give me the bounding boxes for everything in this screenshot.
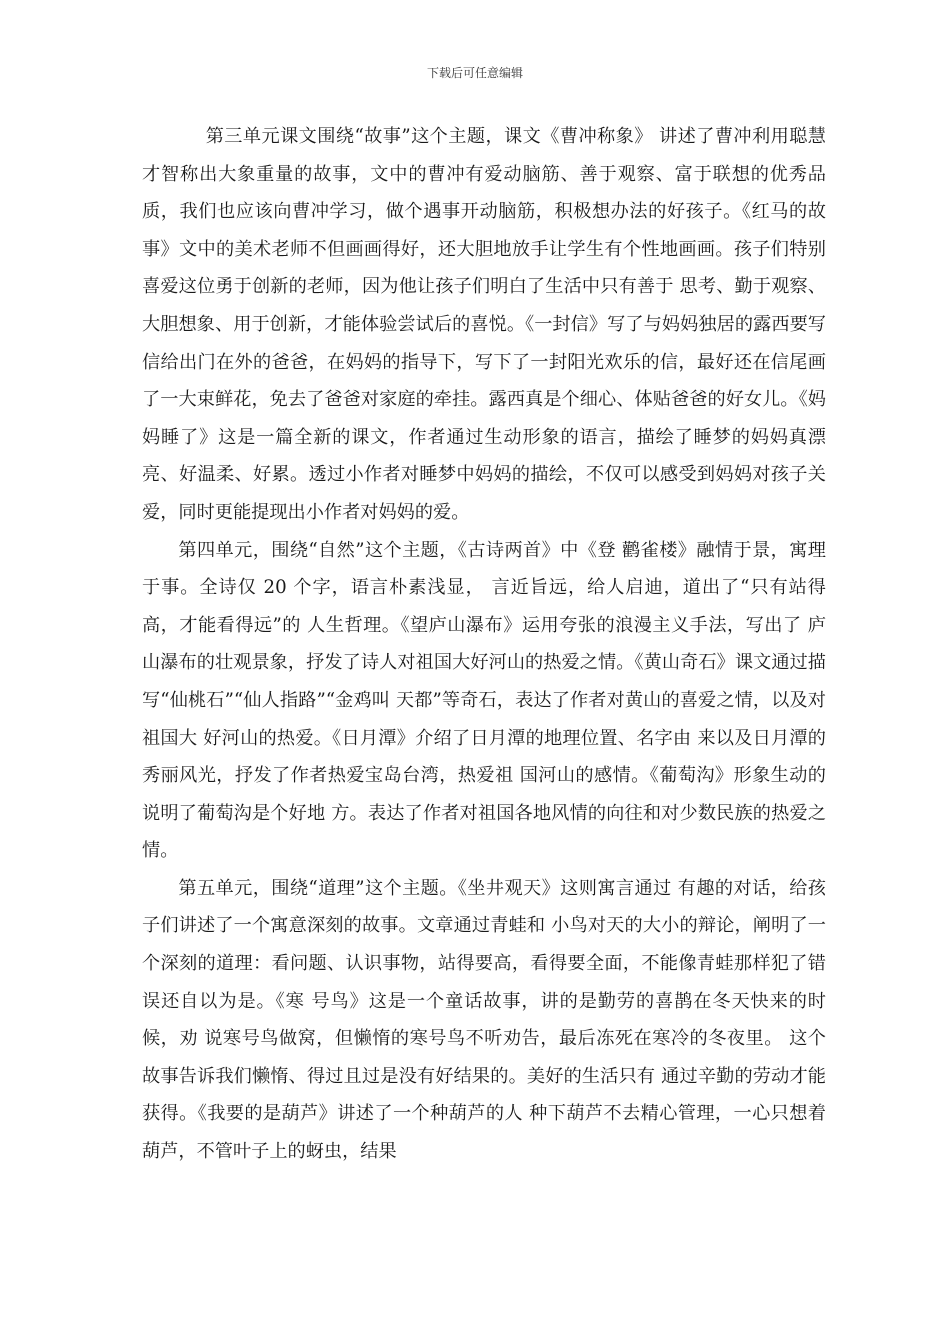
page-header: 下载后可任意编辑 xyxy=(426,66,523,80)
document-body xyxy=(142,118,826,1171)
paragraph-unit-three: 第三单元课文围绕“故事”这个主题，课文《曹冲称象》 讲述了曹冲利用聪慧才智称出大象重量的故事，文中的曹冲有爱动脑筋、善于观察、富于联想的优秀品质，我们也应该向曹冲学习，做个遇事开动脑筋，积极想办法的好孩子。《红马的故事》文中的美术老师不但画画得好，还大胆地放手让学生有个性地画画。孩子们特别喜爱这位勇于创新的老师，因为他让孩子们明白了生活中只有善于 思考、勤于观察、大胆想象、用于创新，才能体验尝试后的喜悦。《一封信》写了与妈妈独居的露西要写信给出门在外的爸爸，在妈妈的指导下，写下了一封阳光欢乐的信，最好还在信尾画了一大束鲜花，免去了爸爸对家庭的牵挂。露西真是个细心、体贴爸爸的好女儿。《妈妈睡了》这是一篇全新的课文，作者通过生动形象的语言，描绘了睡梦的妈妈真漂亮、好温柔、好累。透过小作者对睡梦中妈妈的描绘，不仅可以感受到妈妈对孩子关爱，同时更能提现出小作者对妈妈的爱。 xyxy=(142,126,826,523)
paragraph-unit-four: 第四单元，围绕“自然”这个主题，《古诗两首》中《登 鹳雀楼》融情于景，寓理于事。全诗仅 20 个字，语言朴素浅显， 言近旨远，给人启迪，道出了“只有站得高，才能看得远”的 人生哲理。《望庐山瀑布》运用夸张的浪漫主义手法，写出了 庐山瀑布的壮观景象，抒发了诗人对祖国大好河山的热爱之情。《黄山奇石》课文通过描写“仙桃石”“仙人指路”“金鸡叫 天都”等奇石，表达了作者对黄山的喜爱之情，以及对祖国大 好河山的热爱。《日月潭》介绍了日月潭的地理位置、名字由 来以及日月潭的秀丽风光，抒发了作者热爱宝岛台湾，热爱祖 国河山的感情。《葡萄沟》形象生动的说明了葡萄沟是个好地 方。表达了作者对祖国各地风情的向往和对少数民族的热爱之 情。 xyxy=(142,539,826,862)
paragraph-unit-five: 第五单元，围绕“道理”这个主题。《坐井观天》这则寓言通过 有趣的对话，给孩子们讲述了一个寓意深刻的故事。文章通过青蛙和 小鸟对天的大小的辩论，阐明了一个深刻的道理：看问题、认识事物，站得要高，看得要全面，不能像青蛙那样犯了错误还自以为是。《寒 号鸟》这是一个童话故事，讲的是勤劳的喜鹊在冬天快来的时候，劝 说寒号鸟做窝，但懒惰的寒号鸟不听劝告，最后冻死在寒冷的冬夜里。 这个故事告诉我们懒惰、得过且过是没有好结果的。美好的生活只有 通过辛勤的劳动才能获得。《我要的是葫芦》讲述了一个种葫芦的人 种下葫芦不去精心管理，一心只想着葫芦，不管叶子上的蚜虫，结果 xyxy=(142,877,826,1163)
